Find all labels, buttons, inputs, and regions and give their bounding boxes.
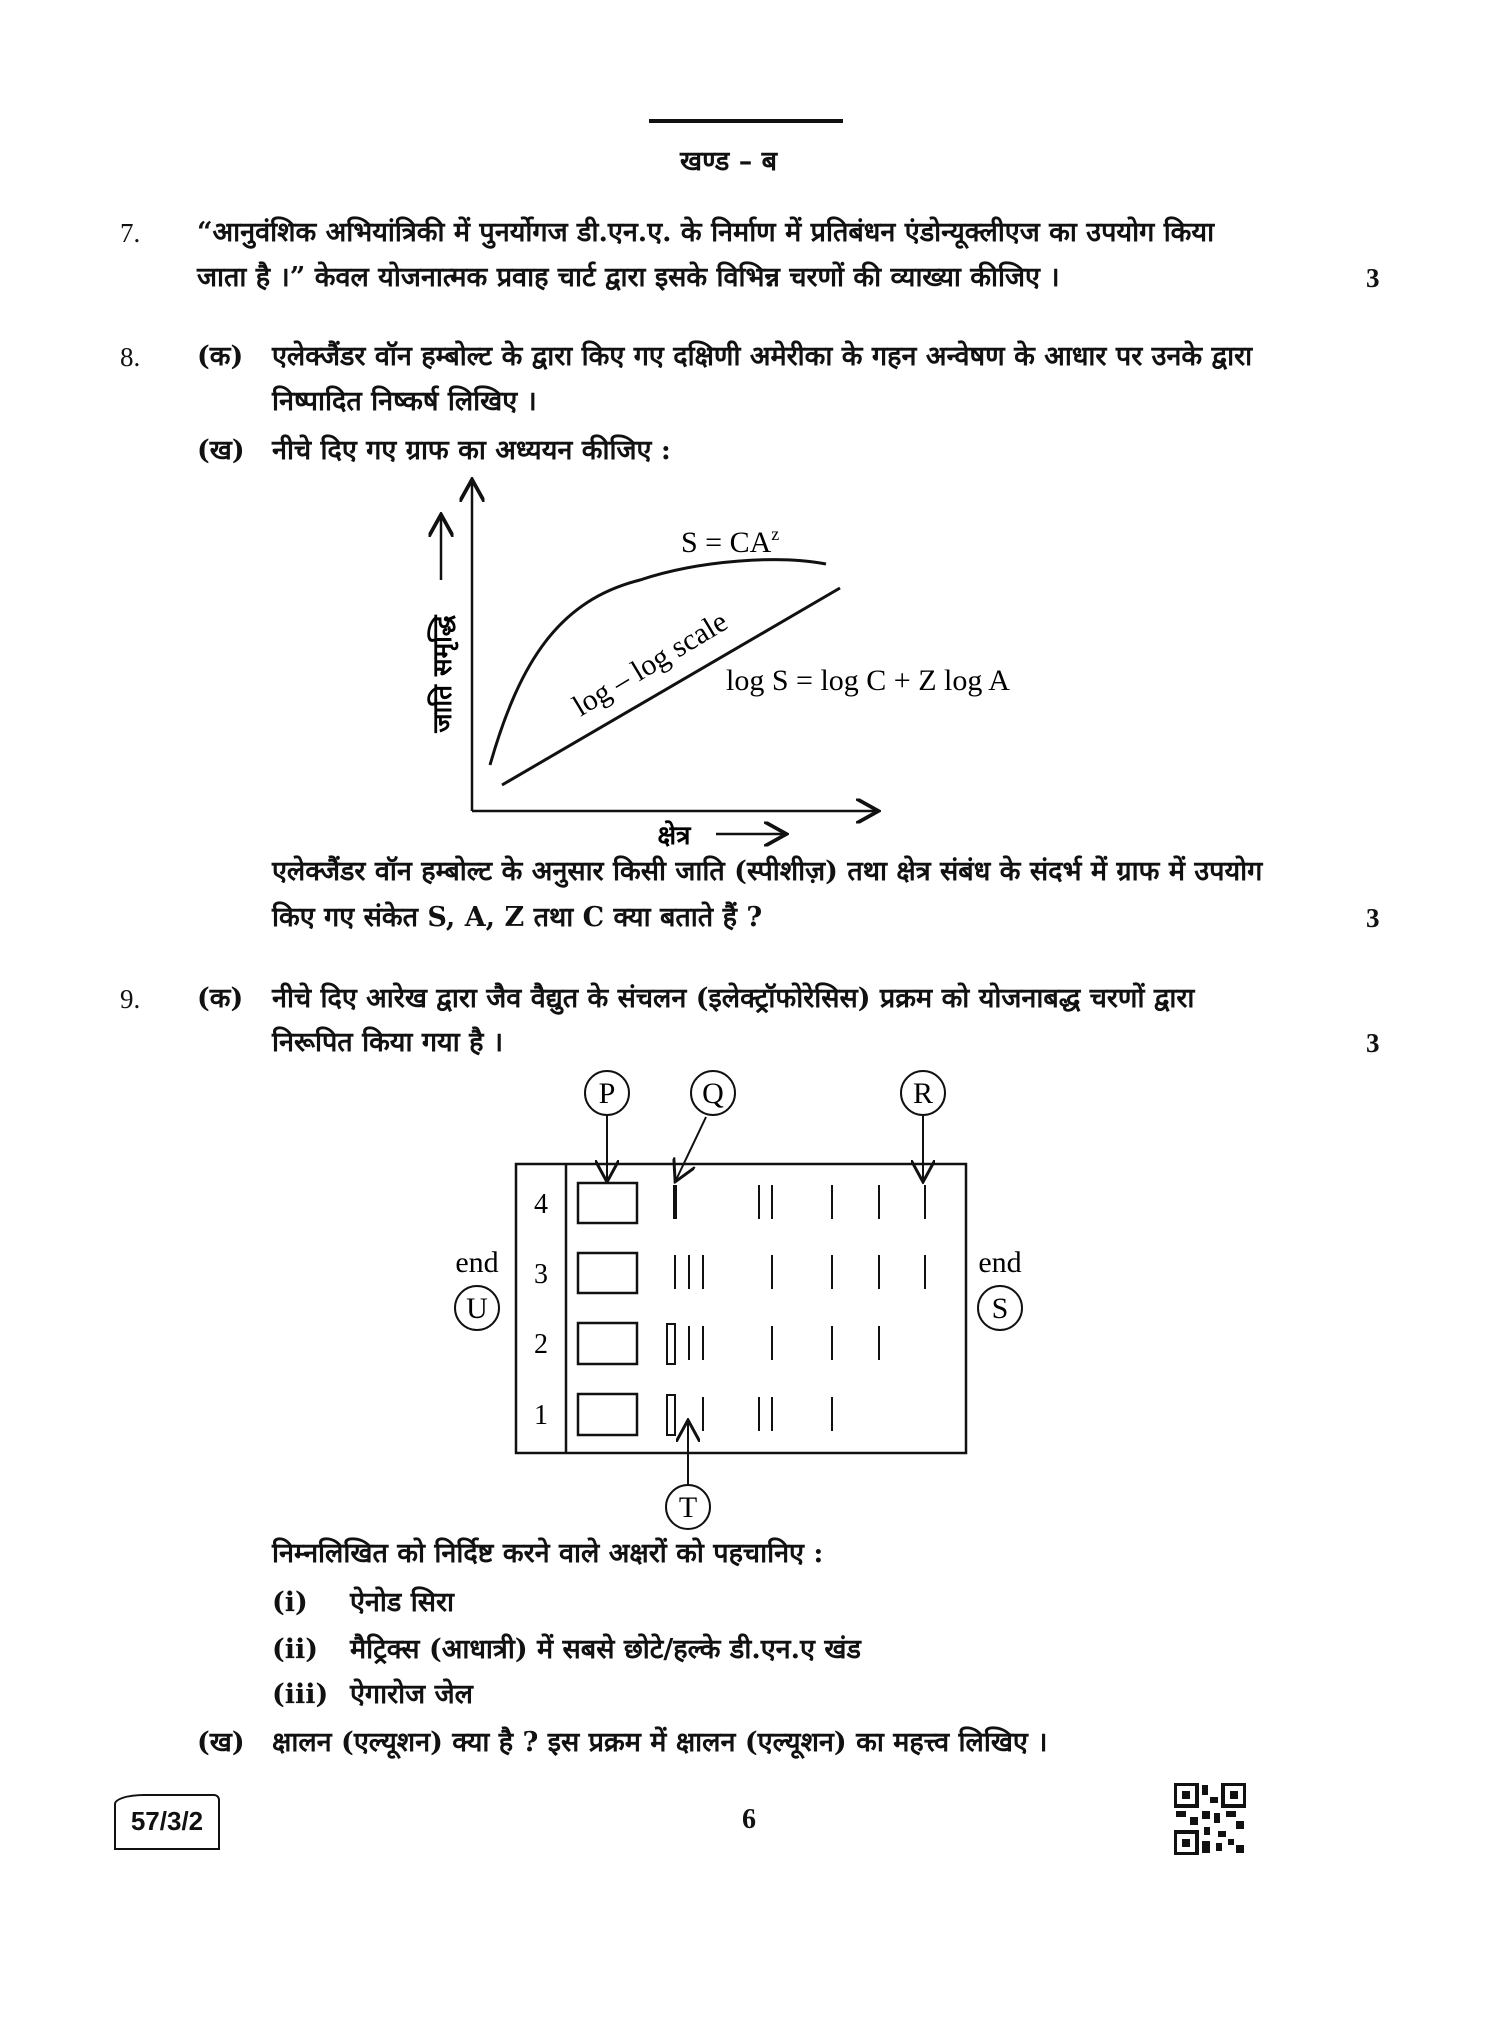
end-label-left: end xyxy=(455,1246,499,1279)
q8-b-line2: किए गए संकेत S, A, Z तथा C क्या बताते हैं ? xyxy=(272,902,763,933)
well xyxy=(578,1394,637,1435)
wells xyxy=(578,1183,637,1435)
q9-marks: 3 xyxy=(1366,1028,1380,1058)
q9-item-text: ऐगारोज जेल xyxy=(350,1679,473,1710)
q9-item-label: (i) xyxy=(272,1587,308,1618)
end-label-right: end xyxy=(978,1246,1022,1279)
gel-box xyxy=(516,1164,966,1453)
paper-code: 57/3/2 xyxy=(130,1806,204,1836)
y-axis-label: जाति समृद्धि xyxy=(428,615,458,733)
q8-number: 8. xyxy=(120,342,141,372)
x-axis-label: क्षेत्र xyxy=(657,821,691,851)
label-r: R xyxy=(912,1077,934,1110)
log-equation: log S = log C + Z log A xyxy=(726,664,1010,697)
log-scale-label: log – log scale xyxy=(566,604,734,723)
qr-code-icon xyxy=(1174,1783,1246,1855)
q8-b-label: (ख) xyxy=(197,435,245,466)
q9-item-text: मैट्रिक्स (आधात्री) में सबसे छोटे/हल्के डी.एन.ए खंड xyxy=(350,1634,861,1665)
section-title: खण्ड – ब xyxy=(680,146,778,177)
arrow-q xyxy=(676,1117,706,1180)
lane-number: 2 xyxy=(534,1329,548,1360)
label-q: Q xyxy=(702,1077,724,1110)
lane-number: 1 xyxy=(534,1400,548,1431)
q8-a-label: (क) xyxy=(197,341,244,372)
q7-marks: 3 xyxy=(1366,263,1380,293)
band-thick xyxy=(667,1324,675,1364)
lane-number: 4 xyxy=(534,1189,548,1220)
q8-a-line1: एलेक्जैंडर वॉन हम्बोल्ट के द्वारा किए गए दक्षिणी अमेरीका के गहन अन्वेषण के आधार पर उनके द्वारा xyxy=(272,341,1253,372)
q9-b-label: (ख) xyxy=(197,1727,245,1758)
q9-a-line1: नीचे दिए आरेख द्वारा जैव वैद्युत के संचलन (इलेक्ट्रॉफोरेसिस) प्रक्रम को योजनाबद्ध चरणों द्वारा xyxy=(272,983,1195,1014)
q9-a-line2: निरूपित किया गया है । xyxy=(272,1027,504,1058)
page-number: 6 xyxy=(742,1804,756,1835)
band-thick xyxy=(667,1395,675,1435)
label-s: S xyxy=(991,1292,1009,1325)
lane-number: 3 xyxy=(534,1259,548,1290)
well xyxy=(578,1253,637,1293)
q8-b-line1: एलेक्जैंडर वॉन हम्बोल्ट के अनुसार किसी जाति (स्पीशीज़) तथा क्षेत्र संबंध के संदर्भ में ग्राफ में उपयोग xyxy=(272,856,1263,887)
well xyxy=(578,1183,637,1223)
curve-label: $S = CA^z$ xyxy=(681,524,780,559)
label-p: P xyxy=(598,1077,616,1110)
q8-marks: 3 xyxy=(1366,903,1380,933)
label-t: T xyxy=(678,1491,698,1524)
q9-item-text: ऐनोड सिरा xyxy=(350,1587,455,1618)
q8-b-intro: नीचे दिए गए ग्राफ का अध्ययन कीजिए : xyxy=(272,435,671,466)
q9-item-label: (iii) xyxy=(272,1679,329,1710)
q9-number: 9. xyxy=(120,984,141,1014)
bands xyxy=(667,1185,925,1435)
well xyxy=(578,1323,637,1364)
q9-b-text: क्षालन (एल्यूशन) क्या है ? इस प्रक्रम में क्षालन (एल्यूशन) का महत्त्व लिखिए । xyxy=(272,1727,1048,1758)
q8-a-line2: निष्पादित निष्कर्ष लिखिए । xyxy=(272,386,537,417)
q9-identify-intro: निम्नलिखित को निर्दिष्ट करने वाले अक्षरों को पहचानिए : xyxy=(272,1538,824,1569)
q7-line1: “आनुवंशिक अभियांत्रिकी में पुनर्योगज डी.एन.ए. के निर्माण में प्रतिबंधन एंडोन्यूक्लीएज का उपयोग किया xyxy=(197,217,1215,248)
q7-number: 7. xyxy=(120,218,141,248)
label-u: U xyxy=(466,1292,488,1325)
q9-a-label: (क) xyxy=(197,983,244,1014)
q9-item-label: (ii) xyxy=(272,1634,319,1665)
q7-line2: जाता है ।” केवल योजनात्मक प्रवाह चार्ट द्वारा इसके विभिन्न चरणों की व्याख्या कीजिए । xyxy=(197,262,1060,293)
